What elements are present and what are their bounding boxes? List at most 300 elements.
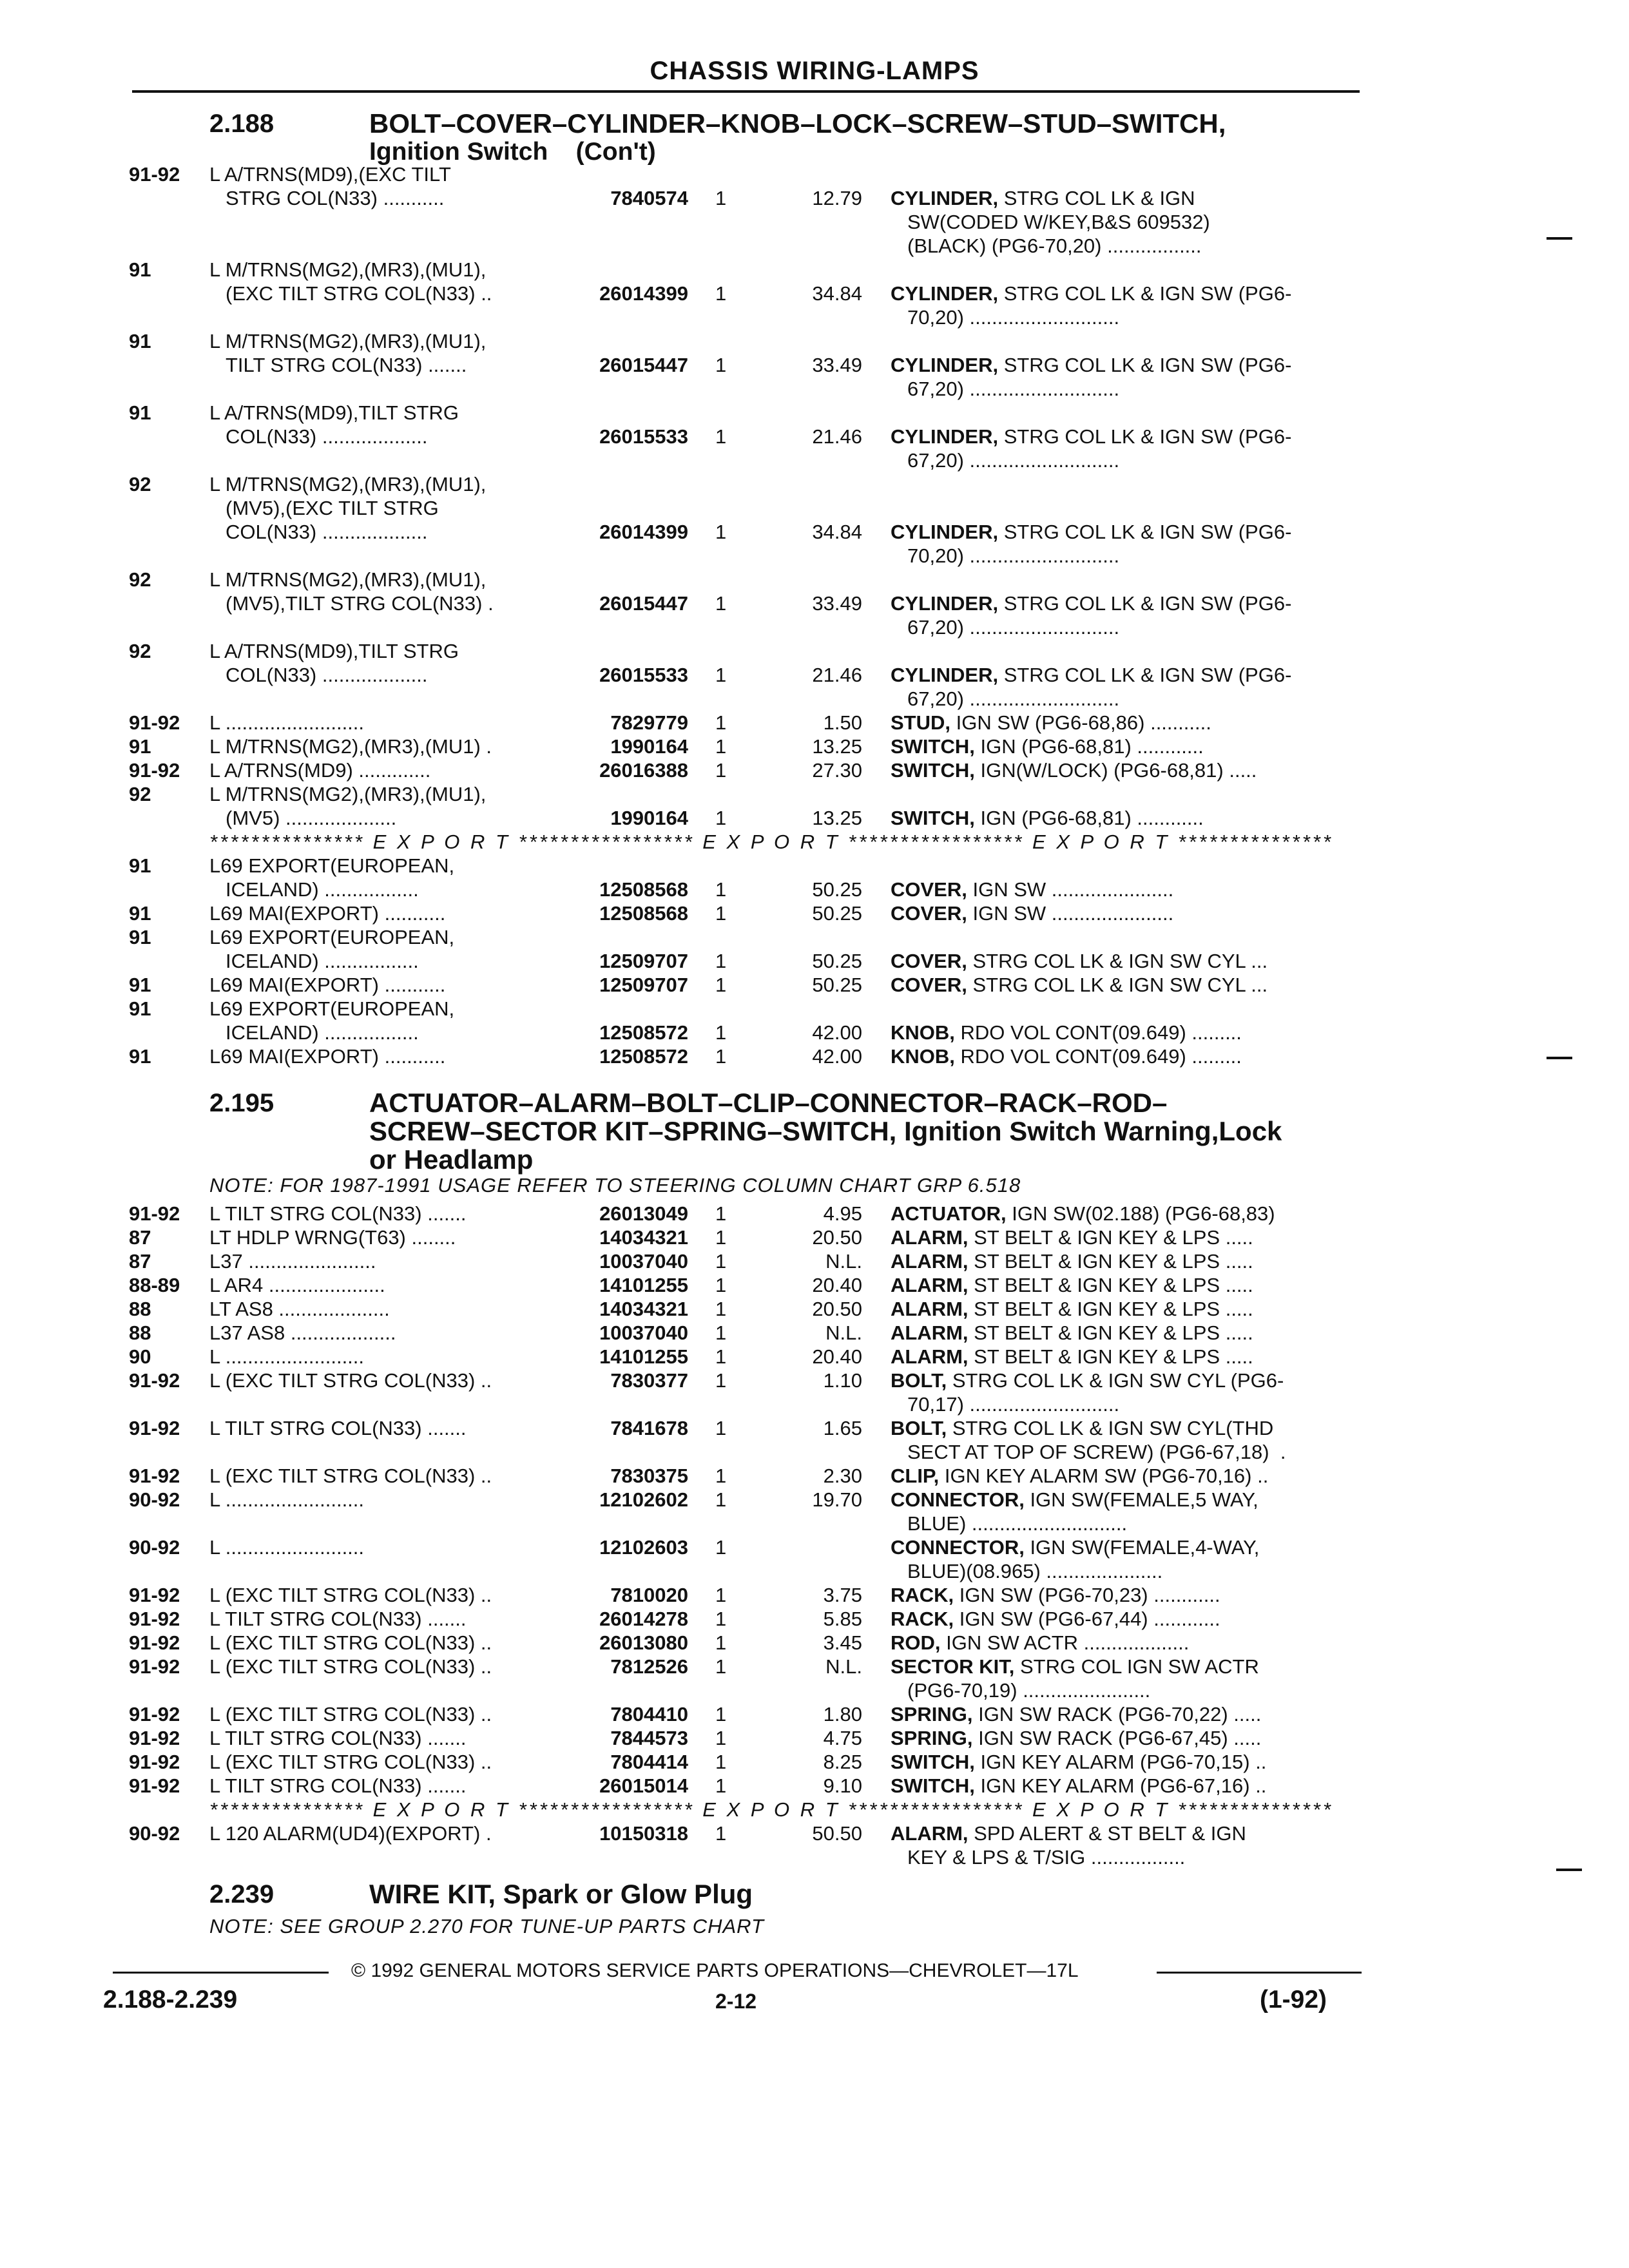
part-name-keyword: CYLINDER, bbox=[891, 592, 999, 615]
usage-description: LT HDLP WRNG(T63) ........ bbox=[209, 1226, 456, 1249]
quantity: 1 bbox=[715, 950, 727, 972]
usage-description: L37 ....................... bbox=[209, 1250, 376, 1273]
table-row bbox=[0, 1631, 1629, 1655]
price: N.L. bbox=[825, 1250, 862, 1273]
part-name bbox=[891, 878, 1353, 901]
part-number: 10150318 bbox=[599, 1822, 688, 1845]
part-name bbox=[891, 1750, 1353, 1774]
part-name-keyword: SWITCH, bbox=[891, 1774, 975, 1797]
part-name bbox=[891, 1488, 1353, 1512]
usage-description: L A/TRNS(MD9),TILT STRG bbox=[209, 640, 459, 662]
part-name-keyword: SPRING, bbox=[891, 1727, 973, 1749]
part-name bbox=[891, 282, 1353, 305]
part-name-text: STRG COL LK & IGN SW CYL ... bbox=[967, 950, 1268, 972]
part-name bbox=[891, 1821, 1353, 1845]
usage-description: L (EXC TILT STRG COL(N33) .. bbox=[209, 1703, 492, 1725]
part-name-text: IGN SW RACK (PG6-70,22) ..... bbox=[972, 1703, 1262, 1725]
part-name-text: IGN SW(FEMALE,4-WAY, bbox=[1024, 1536, 1260, 1559]
part-name-text: RDO VOL CONT(09.649) ......... bbox=[954, 1045, 1242, 1068]
part-name-keyword: KNOB, bbox=[891, 1045, 955, 1068]
quantity: 1 bbox=[715, 187, 727, 209]
part-name bbox=[891, 1726, 1353, 1750]
price: 1.10 bbox=[823, 1369, 862, 1392]
part-number: 26013080 bbox=[599, 1631, 688, 1654]
part-name-text: STRG COL LK & IGN SW (PG6- bbox=[998, 664, 1292, 686]
usage-description: LT AS8 .................... bbox=[209, 1298, 390, 1320]
part-name bbox=[891, 520, 1353, 544]
model-year: 91-92 bbox=[129, 711, 180, 734]
model-year: 91 bbox=[129, 854, 151, 877]
part-number: 7812526 bbox=[610, 1655, 688, 1678]
part-name bbox=[891, 1297, 1353, 1321]
quantity: 1 bbox=[715, 1321, 727, 1344]
usage-description: TILT STRG COL(N33) ....... bbox=[226, 354, 467, 376]
price: 4.95 bbox=[823, 1202, 862, 1225]
part-name bbox=[891, 1021, 1353, 1044]
part-name-text: STRG COL LK & IGN SW (PG6- bbox=[998, 425, 1292, 448]
table-row bbox=[0, 425, 1629, 448]
part-number: 12508568 bbox=[599, 902, 688, 925]
part-name bbox=[891, 1464, 1353, 1488]
usage-description: ICELAND) ................. bbox=[226, 1021, 419, 1044]
part-name-keyword: BOLT, bbox=[891, 1417, 947, 1439]
usage-description: L69 MAI(EXPORT) ........... bbox=[209, 1045, 446, 1068]
table-row bbox=[0, 1535, 1629, 1559]
part-name-keyword: ALARM, bbox=[891, 1345, 969, 1368]
part-name-keyword: CYLINDER, bbox=[891, 187, 999, 209]
model-year: 90 bbox=[129, 1345, 151, 1368]
part-name-keyword: SWITCH, bbox=[891, 759, 975, 782]
part-name bbox=[891, 1607, 1353, 1631]
usage-description: L69 EXPORT(EUROPEAN, bbox=[209, 926, 455, 948]
part-name-keyword: CONNECTOR, bbox=[891, 1488, 1025, 1511]
part-name-text: SW(CODED W/KEY,B&S 609532) bbox=[907, 211, 1210, 233]
price: 1.80 bbox=[823, 1703, 862, 1725]
part-number: 7844573 bbox=[610, 1727, 688, 1749]
table-row bbox=[0, 1345, 1629, 1369]
price: 33.49 bbox=[812, 354, 862, 376]
price: N.L. bbox=[825, 1655, 862, 1678]
page-header: CHASSIS WIRING-LAMPS bbox=[650, 57, 979, 85]
quantity: 1 bbox=[715, 1465, 727, 1487]
part-number: 12508572 bbox=[599, 1021, 688, 1044]
part-name bbox=[891, 186, 1353, 210]
usage-description: L A/TRNS(MD9),TILT STRG bbox=[209, 401, 459, 424]
price: 13.25 bbox=[812, 807, 862, 829]
table-row bbox=[0, 615, 1629, 639]
part-number: 14034321 bbox=[599, 1226, 688, 1249]
usage-description: L M/TRNS(MG2),(MR3),(MU1), bbox=[209, 258, 487, 281]
model-year: 91-92 bbox=[129, 1655, 180, 1678]
part-name bbox=[907, 1440, 1353, 1464]
usage-description: L TILT STRG COL(N33) ....... bbox=[209, 1774, 467, 1797]
part-name-keyword: SECTOR KIT, bbox=[891, 1655, 1015, 1678]
model-year: 91 bbox=[129, 902, 151, 925]
usage-description: L A/TRNS(MD9),(EXC TILT bbox=[209, 163, 451, 186]
model-year: 91-92 bbox=[129, 1774, 180, 1797]
quantity: 1 bbox=[715, 1727, 727, 1749]
model-year: 91 bbox=[129, 1045, 151, 1068]
model-year: 91 bbox=[129, 997, 151, 1020]
quantity: 1 bbox=[715, 1045, 727, 1068]
quantity: 1 bbox=[715, 1274, 727, 1296]
table-row bbox=[0, 1297, 1629, 1321]
part-name bbox=[907, 448, 1353, 472]
table-row bbox=[0, 711, 1629, 735]
usage-description: L69 EXPORT(EUROPEAN, bbox=[209, 854, 455, 877]
part-name-keyword: ALARM, bbox=[891, 1321, 969, 1344]
part-name-keyword: SWITCH, bbox=[891, 807, 975, 829]
table-row bbox=[0, 496, 1629, 520]
part-name-text: 70,20) ........................... bbox=[907, 306, 1120, 329]
part-name-keyword: KNOB, bbox=[891, 1021, 955, 1044]
part-name-text: ST BELT & IGN KEY & LPS ..... bbox=[968, 1226, 1253, 1249]
price: 20.40 bbox=[812, 1274, 862, 1296]
table-row bbox=[0, 639, 1629, 663]
part-name-text: STRG COL IGN SW ACTR bbox=[1014, 1655, 1259, 1678]
part-name-text: BLUE) ............................ bbox=[907, 1512, 1128, 1535]
table-row bbox=[0, 1249, 1629, 1273]
part-name-text: STRG COL LK & IGN SW (PG6- bbox=[998, 592, 1292, 615]
price: 5.85 bbox=[823, 1608, 862, 1630]
part-name bbox=[891, 353, 1353, 377]
usage-description: L37 AS8 ................... bbox=[209, 1321, 396, 1344]
part-name bbox=[907, 615, 1353, 639]
part-number: 26014278 bbox=[599, 1608, 688, 1630]
part-name-keyword: SPRING, bbox=[891, 1703, 973, 1725]
part-name-text: IGN SW (PG6-67,44) ............ bbox=[954, 1608, 1220, 1630]
section-number: 2.188 bbox=[209, 110, 275, 138]
part-name-keyword: SWITCH, bbox=[891, 1751, 975, 1773]
part-name bbox=[891, 1225, 1353, 1249]
part-name bbox=[907, 1559, 1353, 1583]
part-name-text: RDO VOL CONT(09.649) ......... bbox=[954, 1021, 1242, 1044]
price: 4.75 bbox=[823, 1727, 862, 1749]
part-name-keyword: CONNECTOR, bbox=[891, 1536, 1025, 1559]
revision-date: (1-92) bbox=[1260, 1986, 1327, 2013]
model-year: 90-92 bbox=[129, 1488, 180, 1511]
part-name-text: ST BELT & IGN KEY & LPS ..... bbox=[968, 1250, 1253, 1273]
table-row bbox=[0, 568, 1629, 591]
part-number: 26014399 bbox=[599, 521, 688, 543]
part-number: 26015014 bbox=[599, 1774, 688, 1797]
usage-description: L69 MAI(EXPORT) ........... bbox=[209, 902, 446, 925]
table-row bbox=[0, 1225, 1629, 1249]
table-row bbox=[0, 1607, 1629, 1631]
part-name bbox=[891, 949, 1353, 973]
part-name-keyword: CYLINDER, bbox=[891, 354, 999, 376]
part-name-keyword: COVER, bbox=[891, 902, 967, 925]
part-name bbox=[907, 687, 1353, 711]
part-number: 14101255 bbox=[599, 1345, 688, 1368]
quantity: 1 bbox=[715, 1655, 727, 1678]
usage-description: (EXC TILT STRG COL(N33) .. bbox=[226, 282, 492, 305]
usage-description: L (EXC TILT STRG COL(N33) .. bbox=[209, 1655, 492, 1678]
table-row bbox=[0, 353, 1629, 377]
part-name bbox=[891, 711, 1353, 735]
table-row bbox=[0, 925, 1629, 949]
part-name bbox=[891, 425, 1353, 448]
usage-description: L M/TRNS(MG2),(MR3),(MU1), bbox=[209, 473, 487, 495]
part-number: 14101255 bbox=[599, 1274, 688, 1296]
part-name-keyword: CYLINDER, bbox=[891, 664, 999, 686]
quantity: 1 bbox=[715, 282, 727, 305]
part-name bbox=[891, 1044, 1353, 1068]
price: 34.84 bbox=[812, 282, 862, 305]
price: 27.30 bbox=[812, 759, 862, 782]
part-name-text: IGN SW(FEMALE,5 WAY, bbox=[1024, 1488, 1258, 1511]
table-row bbox=[0, 1726, 1629, 1750]
table-row bbox=[0, 878, 1629, 901]
part-name bbox=[907, 1845, 1353, 1869]
part-name-text: STRG COL LK & IGN SW CYL (PG6- bbox=[947, 1369, 1284, 1392]
price: 20.50 bbox=[812, 1298, 862, 1320]
part-name-text: STRG COL LK & IGN SW CYL ... bbox=[967, 974, 1268, 996]
table-row bbox=[0, 949, 1629, 973]
table-row bbox=[0, 1750, 1629, 1774]
price: 3.45 bbox=[823, 1631, 862, 1654]
part-name bbox=[907, 234, 1353, 258]
part-name bbox=[891, 1774, 1353, 1798]
quantity: 1 bbox=[715, 1226, 727, 1249]
part-name-text: 70,20) ........................... bbox=[907, 544, 1120, 567]
table-row bbox=[0, 1678, 1629, 1702]
part-name-text: IGN SW ...................... bbox=[967, 902, 1174, 925]
part-name-keyword: CLIP, bbox=[891, 1465, 940, 1487]
price: 3.75 bbox=[823, 1584, 862, 1606]
part-number: 14034321 bbox=[599, 1298, 688, 1320]
price: 13.25 bbox=[812, 735, 862, 758]
part-number: 7830375 bbox=[610, 1465, 688, 1487]
part-name-text: STRG COL LK & IGN SW (PG6- bbox=[998, 521, 1292, 543]
table-row bbox=[0, 1559, 1629, 1583]
part-name bbox=[891, 1273, 1353, 1297]
usage-description: L (EXC TILT STRG COL(N33) .. bbox=[209, 1631, 492, 1654]
part-number: 7830377 bbox=[610, 1369, 688, 1392]
table-row bbox=[0, 758, 1629, 782]
part-name-keyword: BOLT, bbox=[891, 1369, 947, 1392]
part-name bbox=[891, 1249, 1353, 1273]
section-range: 2.188-2.239 bbox=[103, 1986, 238, 2013]
model-year: 91-92 bbox=[129, 759, 180, 782]
quantity: 1 bbox=[715, 1021, 727, 1044]
table-row bbox=[0, 520, 1629, 544]
table-row bbox=[0, 663, 1629, 687]
price: 33.49 bbox=[812, 592, 862, 615]
usage-description: (MV5),(EXC TILT STRG bbox=[226, 497, 439, 519]
part-name-keyword: RACK, bbox=[891, 1608, 954, 1630]
header-rule bbox=[132, 90, 1360, 93]
table-row bbox=[0, 997, 1629, 1021]
part-name-text: STRG COL LK & IGN SW (PG6- bbox=[998, 282, 1292, 305]
price: 50.25 bbox=[812, 902, 862, 925]
table-row bbox=[0, 901, 1629, 925]
part-name bbox=[907, 305, 1353, 329]
quantity: 1 bbox=[715, 1298, 727, 1320]
usage-description: STRG COL(N33) ........... bbox=[226, 187, 445, 209]
part-name-text: 67,20) ........................... bbox=[907, 687, 1120, 710]
quantity: 1 bbox=[715, 354, 727, 376]
price: 50.50 bbox=[812, 1822, 862, 1845]
part-name bbox=[891, 663, 1353, 687]
model-year: 88-89 bbox=[129, 1274, 180, 1296]
part-name-text: IGN SW (PG6-68,86) ........... bbox=[950, 711, 1211, 734]
table-row bbox=[0, 1440, 1629, 1464]
part-number: 7810020 bbox=[610, 1584, 688, 1606]
model-year: 91-92 bbox=[129, 1703, 180, 1725]
part-name-keyword: ROD, bbox=[891, 1631, 941, 1654]
model-year: 90-92 bbox=[129, 1536, 180, 1559]
part-name-keyword: CYLINDER, bbox=[891, 425, 999, 448]
part-name bbox=[891, 735, 1353, 758]
usage-description: L ......................... bbox=[209, 711, 365, 734]
quantity: 1 bbox=[715, 759, 727, 782]
usage-description: L M/TRNS(MG2),(MR3),(MU1) . bbox=[209, 735, 492, 758]
part-name-text: 70,17) ........................... bbox=[907, 1393, 1120, 1416]
model-year: 91-92 bbox=[129, 1465, 180, 1487]
price: 42.00 bbox=[812, 1045, 862, 1068]
table-row bbox=[0, 377, 1629, 401]
usage-description: L TILT STRG COL(N33) ....... bbox=[209, 1727, 467, 1749]
part-name-text: STRG COL LK & IGN SW CYL(THD bbox=[947, 1417, 1274, 1439]
usage-description: L M/TRNS(MG2),(MR3),(MU1), bbox=[209, 783, 487, 805]
quantity: 1 bbox=[715, 1488, 727, 1511]
section-title-line: or Headlamp bbox=[369, 1144, 534, 1175]
section-title bbox=[369, 1089, 1594, 1174]
quantity: 1 bbox=[715, 1631, 727, 1654]
model-year: 91-92 bbox=[129, 1584, 180, 1606]
part-name-text: (BLACK) (PG6-70,20) ................. bbox=[907, 235, 1202, 257]
part-number: 7840574 bbox=[610, 187, 688, 209]
model-year: 87 bbox=[129, 1226, 151, 1249]
margin-mark bbox=[1547, 1057, 1572, 1059]
usage-description: L ......................... bbox=[209, 1488, 365, 1511]
section-title-line: ACTUATOR–ALARM–BOLT–CLIP–CONNECTOR–RACK–ROD– bbox=[369, 1088, 1168, 1118]
footer-rule-right bbox=[1157, 1972, 1362, 1974]
model-year: 91 bbox=[129, 330, 151, 352]
model-year: 91-92 bbox=[129, 1727, 180, 1749]
table-row bbox=[0, 1021, 1629, 1044]
model-year: 91 bbox=[129, 735, 151, 758]
part-number: 7829779 bbox=[610, 711, 688, 734]
model-year: 92 bbox=[129, 568, 151, 591]
part-name-text: 67,20) ........................... bbox=[907, 378, 1120, 400]
part-number: 26015447 bbox=[599, 354, 688, 376]
table-row bbox=[0, 305, 1629, 329]
section-title-line: BOLT–COVER–CYLINDER–KNOB–LOCK–SCREW–STUD–SWITCH, bbox=[369, 108, 1226, 139]
model-year: 91-92 bbox=[129, 1369, 180, 1392]
export-label: *************** E X P O R T ***************** E X P O R T ***************** E X P O R T *************** bbox=[209, 1798, 1333, 1821]
quantity: 1 bbox=[715, 974, 727, 996]
part-number: 26015533 bbox=[599, 425, 688, 448]
quantity: 1 bbox=[715, 902, 727, 925]
part-name bbox=[907, 210, 1353, 234]
part-name bbox=[891, 1631, 1353, 1655]
part-name-text: IGN SW(02.188) (PG6-68,83) bbox=[1006, 1202, 1275, 1225]
price: N.L. bbox=[825, 1321, 862, 1344]
table-row bbox=[0, 401, 1629, 425]
usage-description: L (EXC TILT STRG COL(N33) .. bbox=[209, 1751, 492, 1773]
part-name bbox=[907, 377, 1353, 401]
part-name bbox=[907, 1678, 1353, 1702]
table-row bbox=[0, 1369, 1629, 1392]
copyright-text: © 1992 GENERAL MOTORS SERVICE PARTS OPERATIONS—CHEVROLET—17L bbox=[351, 1960, 1079, 1981]
part-name-text: IGN(W/LOCK) (PG6-68,81) ..... bbox=[974, 759, 1257, 782]
table-row bbox=[0, 1512, 1629, 1535]
price: 19.70 bbox=[812, 1488, 862, 1511]
quantity: 1 bbox=[715, 1202, 727, 1225]
section-note: NOTE: SEE GROUP 2.270 FOR TUNE-UP PARTS CHART bbox=[209, 1915, 764, 1937]
part-number: 26013049 bbox=[599, 1202, 688, 1225]
part-name-keyword: COVER, bbox=[891, 974, 967, 996]
model-year: 91 bbox=[129, 926, 151, 948]
model-year: 91-92 bbox=[129, 1417, 180, 1439]
part-name bbox=[891, 806, 1353, 830]
part-number: 26015533 bbox=[599, 664, 688, 686]
quantity: 1 bbox=[715, 1369, 727, 1392]
quantity: 1 bbox=[715, 1608, 727, 1630]
table-row bbox=[0, 1774, 1629, 1798]
section-number: 2.239 bbox=[209, 1880, 275, 1908]
model-year: 91 bbox=[129, 258, 151, 281]
part-number: 10037040 bbox=[599, 1250, 688, 1273]
model-year: 88 bbox=[129, 1321, 151, 1344]
table-row bbox=[0, 1464, 1629, 1488]
part-number: 10037040 bbox=[599, 1321, 688, 1344]
price: 50.25 bbox=[812, 974, 862, 996]
usage-description: L (EXC TILT STRG COL(N33) .. bbox=[209, 1369, 492, 1392]
table-row bbox=[0, 782, 1629, 806]
part-number: 12102603 bbox=[599, 1536, 688, 1559]
quantity: 1 bbox=[715, 664, 727, 686]
part-name bbox=[891, 1535, 1353, 1559]
part-name bbox=[891, 1321, 1353, 1345]
part-name-text: 67,20) ........................... bbox=[907, 616, 1120, 639]
part-name-keyword: ALARM, bbox=[891, 1274, 969, 1296]
usage-description: COL(N33) ................... bbox=[226, 425, 428, 448]
section-title: WIRE KIT, Spark or Glow Plug bbox=[369, 1879, 753, 1909]
price: 34.84 bbox=[812, 521, 862, 543]
usage-description: ICELAND) ................. bbox=[226, 878, 419, 901]
export-divider bbox=[0, 830, 1629, 854]
table-row bbox=[0, 854, 1629, 878]
part-number: 12508568 bbox=[599, 878, 688, 901]
table-row bbox=[0, 1655, 1629, 1678]
usage-description: L ......................... bbox=[209, 1536, 365, 1559]
part-name-text: IGN KEY ALARM (PG6-67,16) .. bbox=[974, 1774, 1267, 1797]
footer-rule-left bbox=[113, 1972, 329, 1974]
page-number: 2-12 bbox=[715, 1990, 757, 2013]
part-name-text: SPD ALERT & ST BELT & IGN bbox=[968, 1822, 1246, 1845]
section-title-line: SCREW–SECTOR KIT–SPRING–SWITCH, Ignition Switch Warning,Lock bbox=[369, 1116, 1282, 1146]
part-number: 26014399 bbox=[599, 282, 688, 305]
part-number: 7841678 bbox=[610, 1417, 688, 1439]
quantity: 1 bbox=[715, 1774, 727, 1797]
table-row bbox=[0, 1583, 1629, 1607]
quantity: 1 bbox=[715, 521, 727, 543]
table-row bbox=[0, 186, 1629, 210]
table-row bbox=[0, 1392, 1629, 1416]
table-row bbox=[0, 472, 1629, 496]
part-number: 7804414 bbox=[610, 1751, 688, 1773]
part-name-keyword: STUD, bbox=[891, 711, 950, 734]
part-number: 26016388 bbox=[599, 759, 688, 782]
model-year: 91-92 bbox=[129, 1202, 180, 1225]
table-row bbox=[0, 282, 1629, 305]
section-title bbox=[369, 110, 1594, 166]
part-number: 12509707 bbox=[599, 974, 688, 996]
part-name bbox=[891, 1583, 1353, 1607]
